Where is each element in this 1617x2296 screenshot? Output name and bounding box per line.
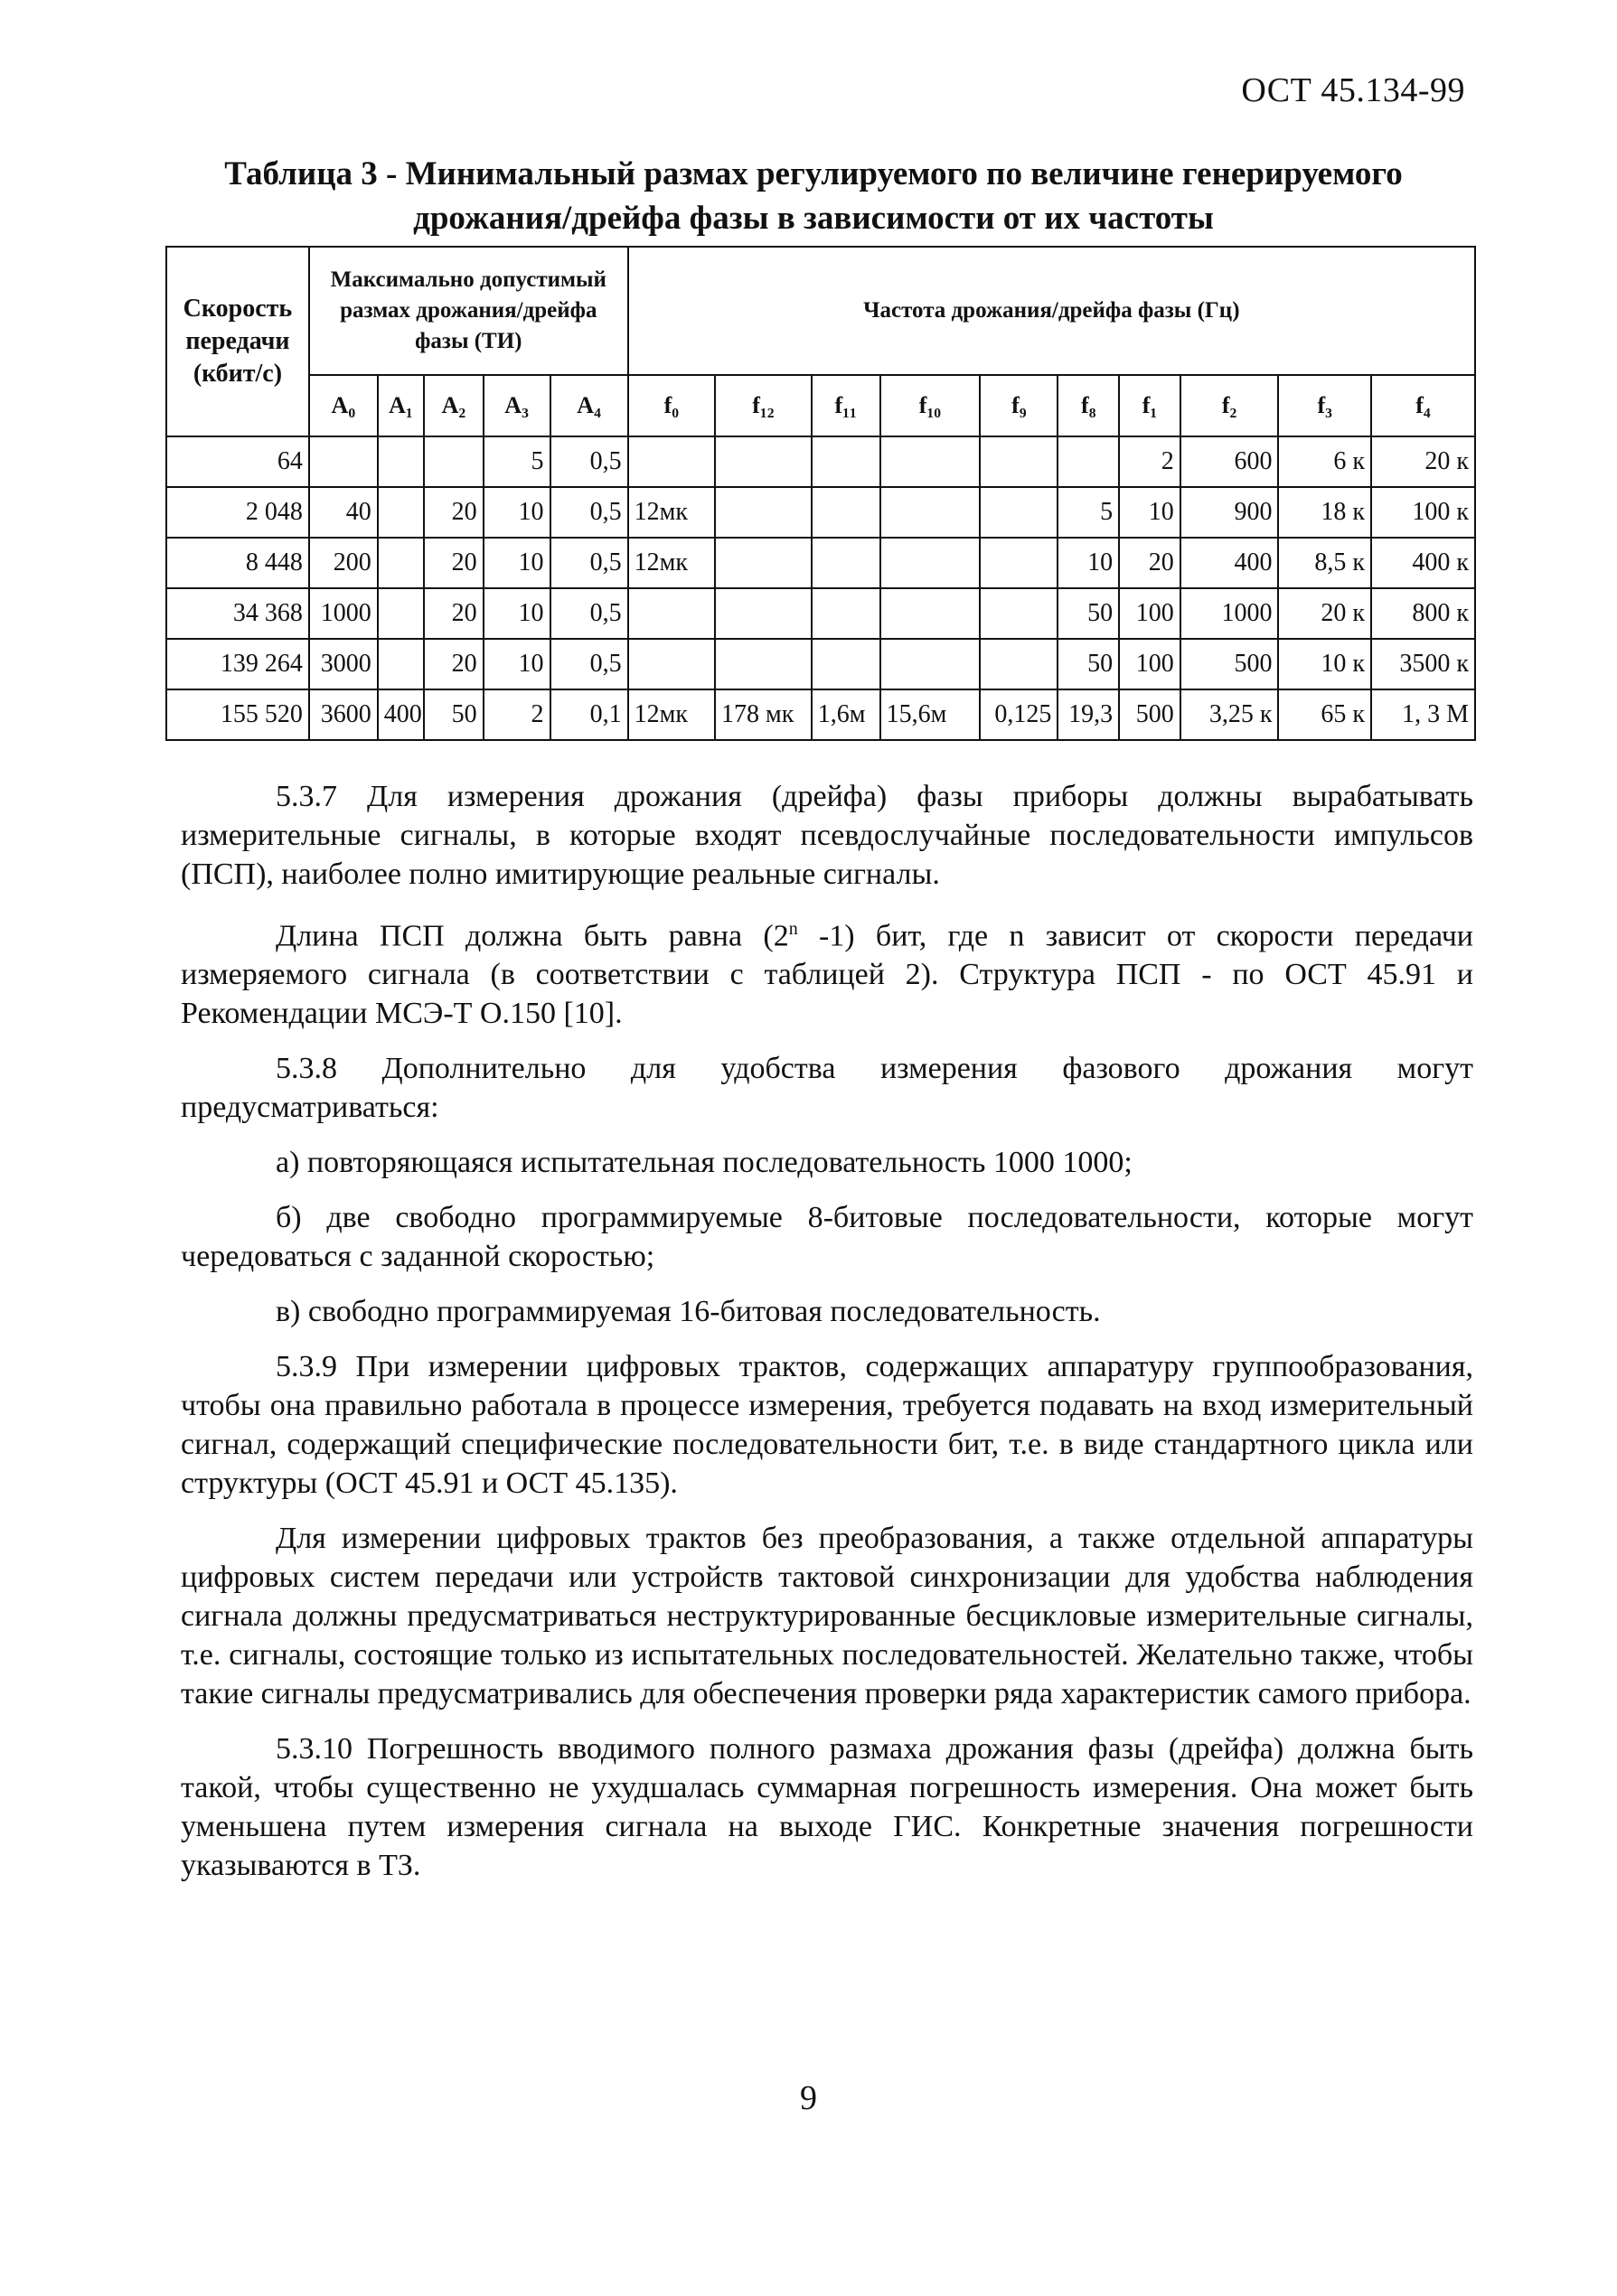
sub-header-cell: f₁₁: [812, 375, 880, 436]
table-cell: 100: [1119, 639, 1180, 689]
table-cell: 5: [484, 436, 550, 487]
sub-header-cell: f₁₂: [715, 375, 812, 436]
sub-header-cell: f₀: [628, 375, 715, 436]
table-cell: [628, 436, 715, 487]
table-cell: 10: [484, 639, 550, 689]
table-cell: 12мк: [628, 538, 715, 588]
paragraph-5-3-8: 5.3.8 Дополнительно для удобства измерения фазового дрожания могут предусматриваться:: [181, 1052, 1473, 1125]
table-cell: [378, 588, 424, 639]
table-title: [181, 152, 1446, 240]
table-cell: 400: [1180, 538, 1279, 588]
psp-length-exponent: n: [788, 919, 798, 939]
table-cell: 10: [1058, 538, 1119, 588]
table-cell: 20: [424, 538, 484, 588]
table-cell: 10: [484, 588, 550, 639]
table-cell: 800 к: [1371, 588, 1475, 639]
table-cell: 3600: [309, 689, 378, 740]
paragraph-5-3-8-a: а) повторяющаяся испытательная последовательность 1000 1000;: [276, 1146, 1133, 1180]
body-text: [181, 777, 1473, 1901]
table-cell: 8,5 к: [1278, 538, 1371, 588]
table-cell: [812, 436, 880, 487]
table-title-line-1: Таблица 3 - Минимальный размах регулируемого по величине генерируемого: [224, 155, 1403, 192]
table-cell: [880, 436, 981, 487]
table-cell: [880, 487, 981, 538]
table-row: [166, 436, 1475, 487]
table-cell: 3500 к: [1371, 639, 1475, 689]
table-cell: 20: [1119, 538, 1180, 588]
table-cell: 1,6м: [812, 689, 880, 740]
table-cell: 0,5: [550, 639, 628, 689]
table-cell: [378, 436, 424, 487]
speed-cell: 64: [166, 436, 309, 487]
table-row: [166, 538, 1475, 588]
table-cell: 0,5: [550, 538, 628, 588]
table-cell: [980, 487, 1058, 538]
paragraph-psp-length: [181, 910, 1473, 1033]
table-cell: [715, 538, 812, 588]
header-amplitude-group: Максимально допустимый размах дрожания/дрейфа фазы (ТИ): [309, 247, 628, 375]
paragraph-5-3-9-b: Для измерении цифровых трактов без преобразования, а также отдельной аппаратуры цифровых систем передачи или устройств тактовой синхронизации для удобства наблюдения сигнала должны предусматриваться неструктурированные бесцикловые измерительные сигналы, т.е. сигналы, состоящие только из испытательных последовательностей. Желательно также, чтобы такие сигналы предусматривались для обеспечения проверки ряда характеристик самого прибора.: [181, 1522, 1473, 1711]
table-cell: 178 мк: [715, 689, 812, 740]
table-cell: [715, 639, 812, 689]
sub-header-cell: f₁: [1119, 375, 1180, 436]
table-cell: 400: [378, 689, 424, 740]
table-cell: 5: [1058, 487, 1119, 538]
paragraph-5-3-10: 5.3.10 Погрешность вводимого полного размаха дрожания фазы (дрейфа) должна быть такой, чтобы существенно не ухудшалась суммарная погрешность измерения. Она может быть уменьшена путем измерения сигнала на выходе ГИС. Конкретные значения погрешности указываются в ТЗ.: [181, 1732, 1473, 1883]
table-cell: [980, 639, 1058, 689]
table-cell: 900: [1180, 487, 1279, 538]
table-cell: 12мк: [628, 689, 715, 740]
table-cell: [715, 436, 812, 487]
table-cell: [812, 639, 880, 689]
table-cell: 0,5: [550, 588, 628, 639]
table-cell: 20: [424, 487, 484, 538]
table-row: [166, 588, 1475, 639]
sub-header-cell: f₈: [1058, 375, 1119, 436]
table-cell: 3000: [309, 639, 378, 689]
table-cell: 200: [309, 538, 378, 588]
table-cell: 40: [309, 487, 378, 538]
table-cell: [880, 538, 981, 588]
table-cell: 1000: [1180, 588, 1279, 639]
speed-cell: 34 368: [166, 588, 309, 639]
table-cell: 10: [484, 487, 550, 538]
table-cell: 50: [1058, 639, 1119, 689]
table-cell: 600: [1180, 436, 1279, 487]
sub-header-cell: A₂: [424, 375, 484, 436]
table-cell: 500: [1180, 639, 1279, 689]
table-cell: 18 к: [1278, 487, 1371, 538]
table-cell: [812, 588, 880, 639]
table-cell: 1000: [309, 588, 378, 639]
page-number: 9: [800, 2079, 817, 2117]
table-cell: [980, 436, 1058, 487]
table-cell: [424, 436, 484, 487]
paragraph-5-3-8-b: б) две свободно программируемые 8-битовые последовательности, которые могут чередоваться с заданной скоростью;: [181, 1201, 1473, 1274]
sub-header-cell: A₀: [309, 375, 378, 436]
table-cell: [378, 487, 424, 538]
table-cell: 400 к: [1371, 538, 1475, 588]
sub-header-cell: f₁₀: [880, 375, 981, 436]
table-cell: 6 к: [1278, 436, 1371, 487]
table-cell: 50: [1058, 588, 1119, 639]
table-cell: 100: [1119, 588, 1180, 639]
sub-header-cell: f₃: [1278, 375, 1371, 436]
table-cell: 15,6м: [880, 689, 981, 740]
table-cell: [628, 588, 715, 639]
table-cell: [715, 588, 812, 639]
table-cell: 65 к: [1278, 689, 1371, 740]
table-row: [166, 487, 1475, 538]
table-cell: 20 к: [1278, 588, 1371, 639]
sub-header-cell: f₄: [1371, 375, 1475, 436]
table-cell: [378, 538, 424, 588]
table-cell: [880, 588, 981, 639]
table-cell: 10 к: [1278, 639, 1371, 689]
table-cell: 0,5: [550, 436, 628, 487]
table-cell: 2: [484, 689, 550, 740]
speed-cell: 139 264: [166, 639, 309, 689]
table-cell: 12мк: [628, 487, 715, 538]
table-body: [166, 436, 1475, 740]
document-code: ОСТ 45.134-99: [1241, 71, 1465, 109]
table-cell: [980, 588, 1058, 639]
sub-header-cell: A₃: [484, 375, 550, 436]
table-cell: [812, 538, 880, 588]
table-row: [166, 689, 1475, 740]
paragraph-5-3-8-c: в) свободно программируемая 16-битовая последовательность.: [276, 1295, 1101, 1329]
psp-length-post: -1) бит, где n зависит от скорости передачи измеряемого сигнала (в соответствии с таблицей 2). Структура ПСП - по ОСТ 45.91 и Рекомендации МСЭ-Т О.150 [10].: [181, 919, 1473, 1031]
sub-header-row: [166, 375, 1475, 436]
table-row: [166, 639, 1475, 689]
table-cell: 20: [424, 639, 484, 689]
table-cell: 20 к: [1371, 436, 1475, 487]
table-cell: [378, 639, 424, 689]
table-cell: [1058, 436, 1119, 487]
table-cell: [880, 639, 981, 689]
table-cell: 20: [424, 588, 484, 639]
table-cell: [980, 538, 1058, 588]
sub-header-cell: f₂: [1180, 375, 1279, 436]
table-cell: 1, 3 М: [1371, 689, 1475, 740]
table-title-line-2: дрожания/дрейфа фазы в зависимости от их частоты: [413, 200, 1214, 237]
psp-length-pre: Длина ПСП должна быть равна (2: [276, 919, 789, 953]
speed-cell: 155 520: [166, 689, 309, 740]
table-cell: 0,1: [550, 689, 628, 740]
table-cell: 10: [1119, 487, 1180, 538]
table-cell: [812, 487, 880, 538]
speed-cell: 8 448: [166, 538, 309, 588]
table-cell: 0,5: [550, 487, 628, 538]
header-frequency-group: Частота дрожания/дрейфа фазы (Гц): [628, 247, 1475, 375]
table-cell: [309, 436, 378, 487]
sub-header-cell: f₉: [980, 375, 1058, 436]
table-cell: 2: [1119, 436, 1180, 487]
table-cell: 3,25 к: [1180, 689, 1279, 740]
table-cell: 500: [1119, 689, 1180, 740]
table-cell: [715, 487, 812, 538]
sub-header-cell: A₁: [378, 375, 424, 436]
paragraph-5-3-7: 5.3.7 Для измерения дрожания (дрейфа) фазы приборы должны вырабатывать измерительные сигналы, в которые входят псевдослучайные последовательности импульсов (ПСП), наиболее полно имитирующие реальные сигналы.: [181, 780, 1473, 891]
table-cell: [628, 639, 715, 689]
header-speed: Скорость передачи (кбит/с): [166, 247, 309, 436]
paragraph-5-3-9: 5.3.9 При измерении цифровых трактов, содержащих аппаратуру группообразования, чтобы она правильно работала в процессе измерения, требуется подавать на вход измерительный сигнал, содержащий специфические последовательности бит, т.е. в виде стандартного цикла или структуры (ОСТ 45.91 и ОСТ 45.135).: [181, 1350, 1473, 1501]
table-cell: 10: [484, 538, 550, 588]
table-cell: 0,125: [980, 689, 1058, 740]
table-cell: 50: [424, 689, 484, 740]
table-cell: 100 к: [1371, 487, 1475, 538]
table-cell: 19,3: [1058, 689, 1119, 740]
jitter-table: [165, 246, 1476, 741]
speed-cell: 2 048: [166, 487, 309, 538]
sub-header-cell: A₄: [550, 375, 628, 436]
